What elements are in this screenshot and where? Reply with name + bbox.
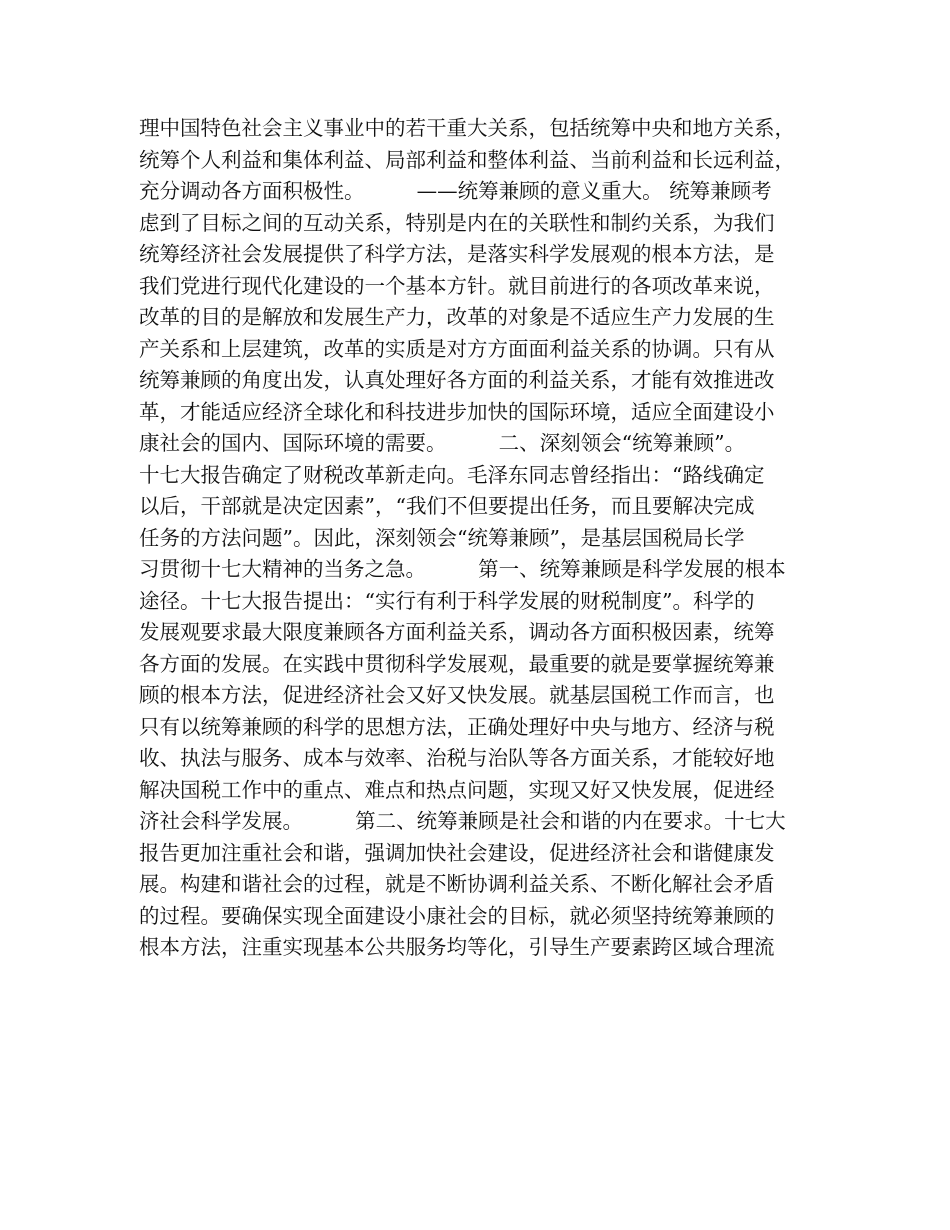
text-line: 顾的根本方法，促进经济社会又好又快发展。就基层国税工作而言，也: [139, 683, 775, 707]
text-line: 统筹兼顾的角度出发，认真处理好各方面的利益关系，才能有效推进改: [139, 368, 775, 392]
text-line: 革，才能适应经济全球化和科技进步加快的国际环境，适应全面建设小: [139, 399, 775, 424]
text-line: 收、执法与服务、成本与效率、治税与治队等各方面关系，才能较好地: [139, 746, 775, 770]
text-line: 改革的目的是解放和发展生产力，改革的对象是不适应生产力发展的生: [139, 305, 775, 329]
text-line: 习贯彻十七大精神的当务之急。 第一、统筹兼顾是科学发展的根本: [139, 557, 786, 581]
text-line: 十七大报告确定了财税改革新走向。毛泽东同志曾经指出：“路线确定: [139, 462, 765, 487]
text-line: 根本方法，注重实现基本公共服务均等化，引导生产要素跨区域合理流: [139, 935, 775, 959]
text-line: 统筹经济社会发展提供了科学方法，是落实科学发展观的根本方法，是: [139, 242, 775, 266]
text-line: 理中国特色社会主义事业中的若干重大关系，包括统筹中央和地方关系，: [139, 116, 795, 140]
text-line: 我们党进行现代化建设的一个基本方针。就目前进行的各项改革来说，: [139, 273, 775, 298]
text-line: 以后，干部就是决定因素”，“我们不但要提出任务，而且要解决完成: [139, 494, 755, 518]
text-line: 各方面的发展。在实践中贯彻科学发展观，最重要的就是要掌握统筹兼: [139, 651, 775, 676]
text-line: 统筹个人利益和集体利益、局部利益和整体利益、当前利益和长远利益，: [139, 147, 795, 172]
text-line: 济社会科学发展。 第二、统筹兼顾是社会和谐的内在要求。十七大: [139, 809, 786, 833]
text-line: 展。构建和谐社会的过程，就是不断协调利益关系、不断化解社会矛盾: [139, 872, 775, 896]
text-line: 产关系和上层建筑，改革的实质是对方方面面利益关系的协调。只有从: [139, 336, 775, 361]
text-line: 的过程。要确保实现全面建设小康社会的目标，就必须坚持统筹兼顾的: [139, 903, 775, 928]
text-line: 充分调动各方面积极性。 ——统筹兼顾的意义重大。 统筹兼顾考: [139, 179, 772, 203]
text-line: 途径。十七大报告提出：“实行有利于科学发展的财税制度”。科学的: [139, 588, 755, 613]
text-line: 康社会的国内、国际环境的需要。 二、深刻领会“统筹兼顾”。: [139, 431, 746, 455]
text-line: 解决国税工作中的重点、难点和热点问题，实现又好又快发展，促进经: [139, 777, 775, 802]
text-line: 发展观要求最大限度兼顾各方面利益关系，调动各方面积极因素，统筹: [139, 620, 775, 644]
body-text: [139, 113, 819, 964]
text-line: 虑到了目标之间的互动关系，特别是内在的关联性和制约关系，为我们: [139, 210, 775, 235]
text-line: 只有以统筹兼顾的科学的思想方法，正确处理好中央与地方、经济与税: [139, 714, 775, 739]
text-line: 任务的方法问题”。因此，深刻领会“统筹兼顾”，是基层国税局长学: [139, 525, 745, 550]
text-line: 报告更加注重社会和谐，强调加快社会建设，促进经济社会和谐健康发: [139, 840, 775, 865]
